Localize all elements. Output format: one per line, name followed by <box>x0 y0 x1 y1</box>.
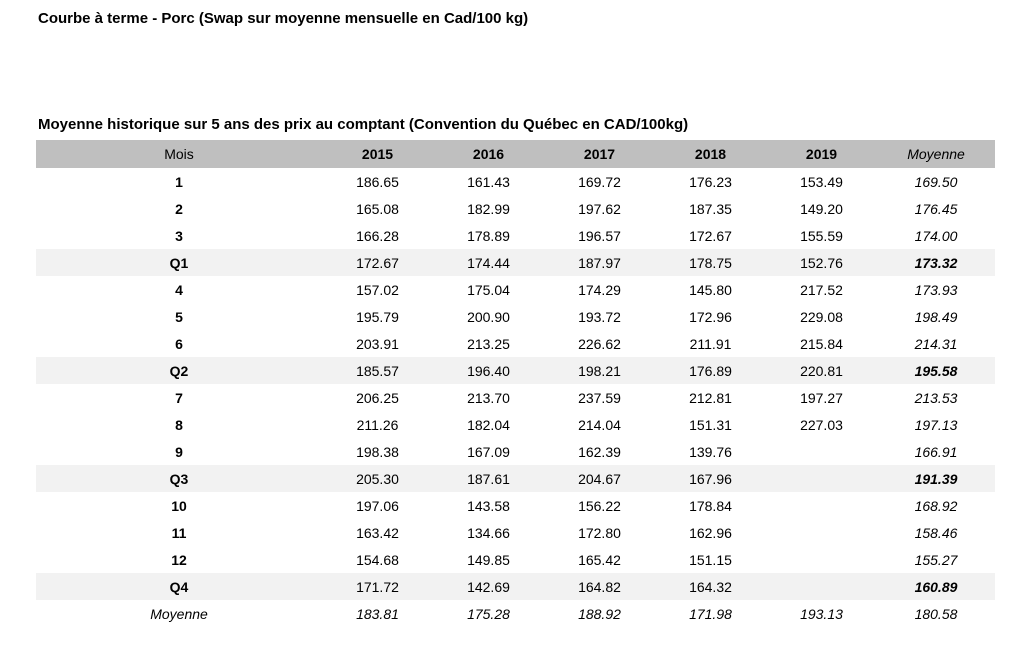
value-cell: 196.57 <box>578 227 621 244</box>
value-cell: 197.13 <box>914 416 958 433</box>
value-cell: 153.49 <box>800 173 843 190</box>
value-cell: 145.80 <box>689 281 732 298</box>
value-cell: 156.22 <box>578 497 621 514</box>
table-row-1 <box>36 168 995 195</box>
value-cell: 169.72 <box>578 173 621 190</box>
value-cell: 187.61 <box>467 470 510 487</box>
value-cell: 164.32 <box>689 578 732 595</box>
table-row-9 <box>36 438 995 465</box>
table-row-12 <box>36 546 995 573</box>
value-cell: 188.92 <box>578 605 621 622</box>
table-row-8 <box>36 411 995 438</box>
value-cell: 178.89 <box>467 227 510 244</box>
row-label: 9 <box>175 443 183 460</box>
row-label: 6 <box>175 335 183 352</box>
row-label: 5 <box>175 308 183 325</box>
value-cell: 213.70 <box>467 389 510 406</box>
value-cell: 173.93 <box>914 281 958 298</box>
column-header-2016: 2016 <box>433 140 544 168</box>
row-label: Q4 <box>169 578 189 595</box>
value-cell: 197.62 <box>578 200 621 217</box>
value-cell: 227.03 <box>800 416 843 433</box>
value-cell: 182.99 <box>467 200 510 217</box>
value-cell: 155.27 <box>914 551 958 568</box>
value-cell: 195.58 <box>914 362 958 379</box>
value-cell: 158.46 <box>914 524 958 541</box>
table-row-q1 <box>36 249 995 276</box>
value-cell: 149.85 <box>467 551 510 568</box>
row-label: Q2 <box>169 362 189 379</box>
value-cell: 193.72 <box>578 308 621 325</box>
value-cell: 214.04 <box>578 416 621 433</box>
value-cell: 162.39 <box>578 443 621 460</box>
value-cell: 172.96 <box>689 308 732 325</box>
row-label: Q1 <box>169 254 189 271</box>
row-label: 3 <box>175 227 183 244</box>
page-title: Courbe à terme - Porc (Swap sur moyenne mensuelle en Cad/100 kg) <box>38 10 529 27</box>
value-cell <box>766 492 877 519</box>
value-cell: 185.57 <box>356 362 399 379</box>
value-cell: 161.43 <box>467 173 510 190</box>
value-cell: 229.08 <box>800 308 843 325</box>
value-cell: 198.49 <box>914 308 958 325</box>
value-cell: 203.91 <box>356 335 399 352</box>
value-cell: 200.90 <box>467 308 510 325</box>
value-cell: 220.81 <box>800 362 843 379</box>
value-cell <box>766 465 877 492</box>
value-cell: 171.98 <box>689 605 732 622</box>
row-label: Q3 <box>169 470 189 487</box>
row-label: 1 <box>175 173 183 190</box>
value-cell: 151.15 <box>689 551 732 568</box>
table-row-7 <box>36 384 995 411</box>
value-cell: 165.08 <box>356 200 399 217</box>
header-row <box>36 140 995 168</box>
value-cell: 149.20 <box>800 200 843 217</box>
value-cell: 164.82 <box>578 578 621 595</box>
column-header-mois: Mois <box>36 140 322 168</box>
value-cell: 167.96 <box>689 470 732 487</box>
row-label: 2 <box>175 200 183 217</box>
value-cell: 162.96 <box>689 524 732 541</box>
value-cell: 173.32 <box>914 254 958 271</box>
value-cell: 187.97 <box>578 254 621 271</box>
table-row-6 <box>36 330 995 357</box>
value-cell: 183.81 <box>356 605 399 622</box>
value-cell: 160.89 <box>914 578 958 595</box>
value-cell: 182.04 <box>467 416 510 433</box>
table-row-q4 <box>36 573 995 600</box>
row-label: 7 <box>175 389 183 406</box>
value-cell <box>766 573 877 600</box>
value-cell: 211.91 <box>689 335 732 352</box>
value-cell: 168.92 <box>914 497 958 514</box>
table-row-q3 <box>36 465 995 492</box>
value-cell: 174.29 <box>578 281 621 298</box>
value-cell: 237.59 <box>578 389 621 406</box>
table-row-11 <box>36 519 995 546</box>
value-cell: 204.67 <box>578 470 621 487</box>
value-cell: 172.80 <box>578 524 621 541</box>
value-cell: 217.52 <box>800 281 843 298</box>
value-cell: 165.42 <box>578 551 621 568</box>
value-cell: 191.39 <box>914 470 958 487</box>
value-cell: 198.38 <box>356 443 399 460</box>
row-label: 8 <box>175 416 183 433</box>
value-cell: 212.81 <box>689 389 732 406</box>
table-row-2 <box>36 195 995 222</box>
value-cell: 213.53 <box>914 389 958 406</box>
value-cell: 180.58 <box>914 605 958 622</box>
column-header-2018: 2018 <box>655 140 766 168</box>
value-cell: 175.28 <box>467 605 510 622</box>
value-cell: 166.28 <box>356 227 399 244</box>
column-header-2015: 2015 <box>322 140 433 168</box>
row-label: 4 <box>175 281 183 298</box>
historical-price-table <box>36 140 995 627</box>
table-row-moyenne <box>36 600 995 627</box>
table-row-3 <box>36 222 995 249</box>
value-cell: 154.68 <box>356 551 399 568</box>
value-cell: 172.67 <box>689 227 732 244</box>
value-cell: 163.42 <box>356 524 399 541</box>
value-cell: 178.75 <box>689 254 732 271</box>
value-cell: 169.50 <box>914 173 958 190</box>
value-cell: 174.00 <box>914 227 958 244</box>
value-cell: 166.91 <box>914 443 958 460</box>
value-cell: 175.04 <box>467 281 510 298</box>
value-cell <box>766 438 877 465</box>
value-cell: 171.72 <box>356 578 399 595</box>
value-cell <box>766 519 877 546</box>
column-header-moyenne: Moyenne <box>877 140 995 168</box>
value-cell: 176.89 <box>689 362 732 379</box>
value-cell: 139.76 <box>689 443 732 460</box>
value-cell: 152.76 <box>800 254 843 271</box>
value-cell: 205.30 <box>356 470 399 487</box>
value-cell: 176.45 <box>914 200 958 217</box>
row-label: 11 <box>171 524 187 541</box>
value-cell: 214.31 <box>914 335 958 352</box>
value-cell: 134.66 <box>467 524 510 541</box>
table-row-q2 <box>36 357 995 384</box>
value-cell: 176.23 <box>689 173 732 190</box>
value-cell: 193.13 <box>800 605 843 622</box>
table-row-10 <box>36 492 995 519</box>
row-label: Moyenne <box>150 605 208 622</box>
value-cell: 187.35 <box>689 200 732 217</box>
value-cell: 167.09 <box>467 443 510 460</box>
table-subtitle: Moyenne historique sur 5 ans des prix au comptant (Convention du Québec en CAD/100kg) <box>38 116 689 133</box>
value-cell: 198.21 <box>578 362 621 379</box>
value-cell: 197.27 <box>800 389 843 406</box>
value-cell: 157.02 <box>356 281 399 298</box>
value-cell: 213.25 <box>467 335 510 352</box>
column-header-2017: 2017 <box>544 140 655 168</box>
value-cell: 186.65 <box>356 173 399 190</box>
table-body <box>36 168 995 627</box>
value-cell <box>766 546 877 573</box>
table-header <box>36 140 995 168</box>
value-cell: 178.84 <box>689 497 732 514</box>
column-header-2019: 2019 <box>766 140 877 168</box>
value-cell: 151.31 <box>689 416 732 433</box>
value-cell: 206.25 <box>356 389 399 406</box>
value-cell: 172.67 <box>356 254 399 271</box>
value-cell: 195.79 <box>356 308 399 325</box>
value-cell: 196.40 <box>467 362 510 379</box>
value-cell: 142.69 <box>467 578 510 595</box>
value-cell: 226.62 <box>578 335 621 352</box>
table-row-4 <box>36 276 995 303</box>
value-cell: 197.06 <box>356 497 399 514</box>
row-label: 12 <box>171 551 187 568</box>
value-cell: 211.26 <box>356 416 399 433</box>
row-label: 10 <box>171 497 187 514</box>
value-cell: 174.44 <box>467 254 510 271</box>
value-cell: 143.58 <box>467 497 510 514</box>
value-cell: 215.84 <box>800 335 843 352</box>
value-cell: 155.59 <box>800 227 843 244</box>
table-row-5 <box>36 303 995 330</box>
